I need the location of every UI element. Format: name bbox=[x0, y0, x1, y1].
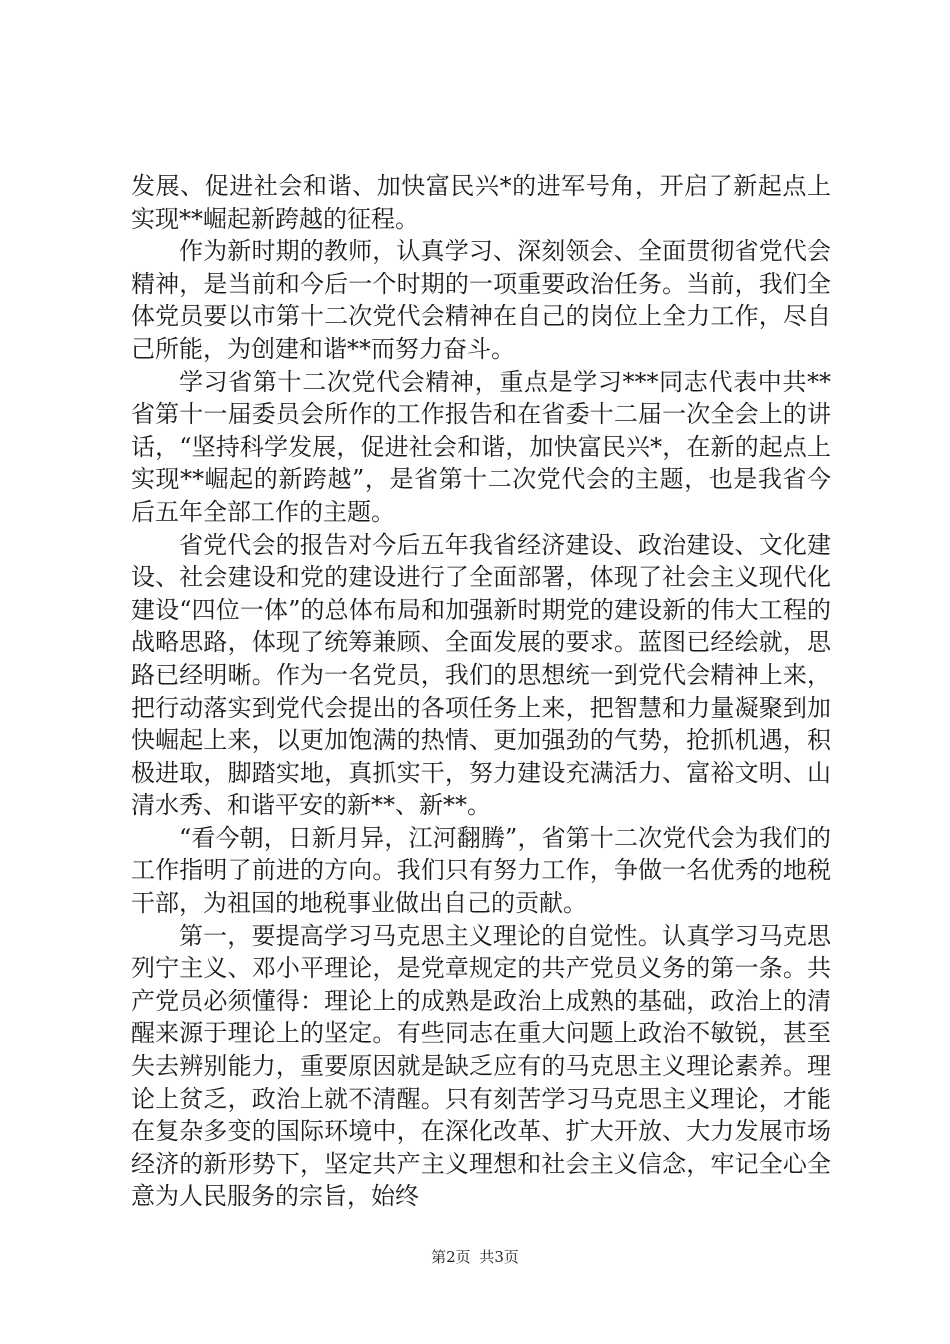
document-body bbox=[131, 170, 831, 1213]
paragraph: 省党代会的报告对今后五年我省经济建设、政治建设、文化建设、社会建设和党的建设进行了全面部署，体现了社会主义现代化建设“四位一体”的总体布局和加强新时期党的建设新的伟大工程的战略思路，体现了统筹兼顾、全面发展的要求。蓝图已经绘就，思路已经明晰。作为一名党员，我们的思想统一到党代会精神上来，把行动落实到党代会提出的各项任务上来，把智慧和力量凝聚到加快崛起上来，以更加饱满的热情、更加强劲的气势，抢抓机遇，积极进取，脚踏实地，真抓实干，努力建设充满活力、富裕文明、山清水秀、和谐平安的新**、新**。 bbox=[131, 530, 831, 820]
page-footer bbox=[0, 1246, 950, 1267]
paragraph-continuation: 发展、促进社会和谐、加快富民兴*的进军号角，开启了新起点上实现**崛起新跨越的征程。 bbox=[131, 172, 831, 233]
paragraph: 第一，要提高学习马克思主义理论的自觉性。认真学习马克思列宁主义、邓小平理论，是党章规定的共产党员义务的第一条。共产党员必须懂得：理论上的成熟是政治上成熟的基础，政治上的清醒来源于理论上的坚定。有些同志在重大问题上政治不敏锐，甚至失去辨别能力，重要原因就是缺乏应有的马克思主义理论素养。理论上贫乏，政治上就不清醒。只有刻苦学习马克思主义理论，才能在复杂多变的国际环境中，在深化改革、扩大开放、大力发展市场经济的新形势下，坚定共产主义理想和社会主义信念，牢记全心全意为人民服务的宗旨，始终 bbox=[131, 921, 831, 1211]
paragraph: “看今朝，日新月异，江河翻腾”，省第十二次党代会为我们的工作指明了前进的方向。我们只有努力工作，争做一名优秀的地税干部，为祖国的地税事业做出自己的贡献。 bbox=[131, 823, 831, 918]
page-number: 第2页 bbox=[431, 1248, 471, 1266]
paragraph: 学习省第十二次党代会精神，重点是学习***同志代表中共**省第十一届委员会所作的工作报告和在省委十二届一次全会上的讲话，“坚持科学发展，促进社会和谐，加快富民兴*，在新的起点上实现**崛起的新跨越”，是省第十二次党代会的主题，也是我省今后五年全部工作的主题。 bbox=[131, 367, 831, 526]
page-total: 共3页 bbox=[479, 1248, 519, 1266]
paragraph: 作为新时期的教师，认真学习、深刻领会、全面贯彻省党代会精神，是当前和今后一个时期的一项重要政治任务。当前，我们全体党员要以市第十二次党代会精神在自己的岗位上全力工作，尽自己所能，为创建和谐**而努力奋斗。 bbox=[131, 237, 831, 363]
